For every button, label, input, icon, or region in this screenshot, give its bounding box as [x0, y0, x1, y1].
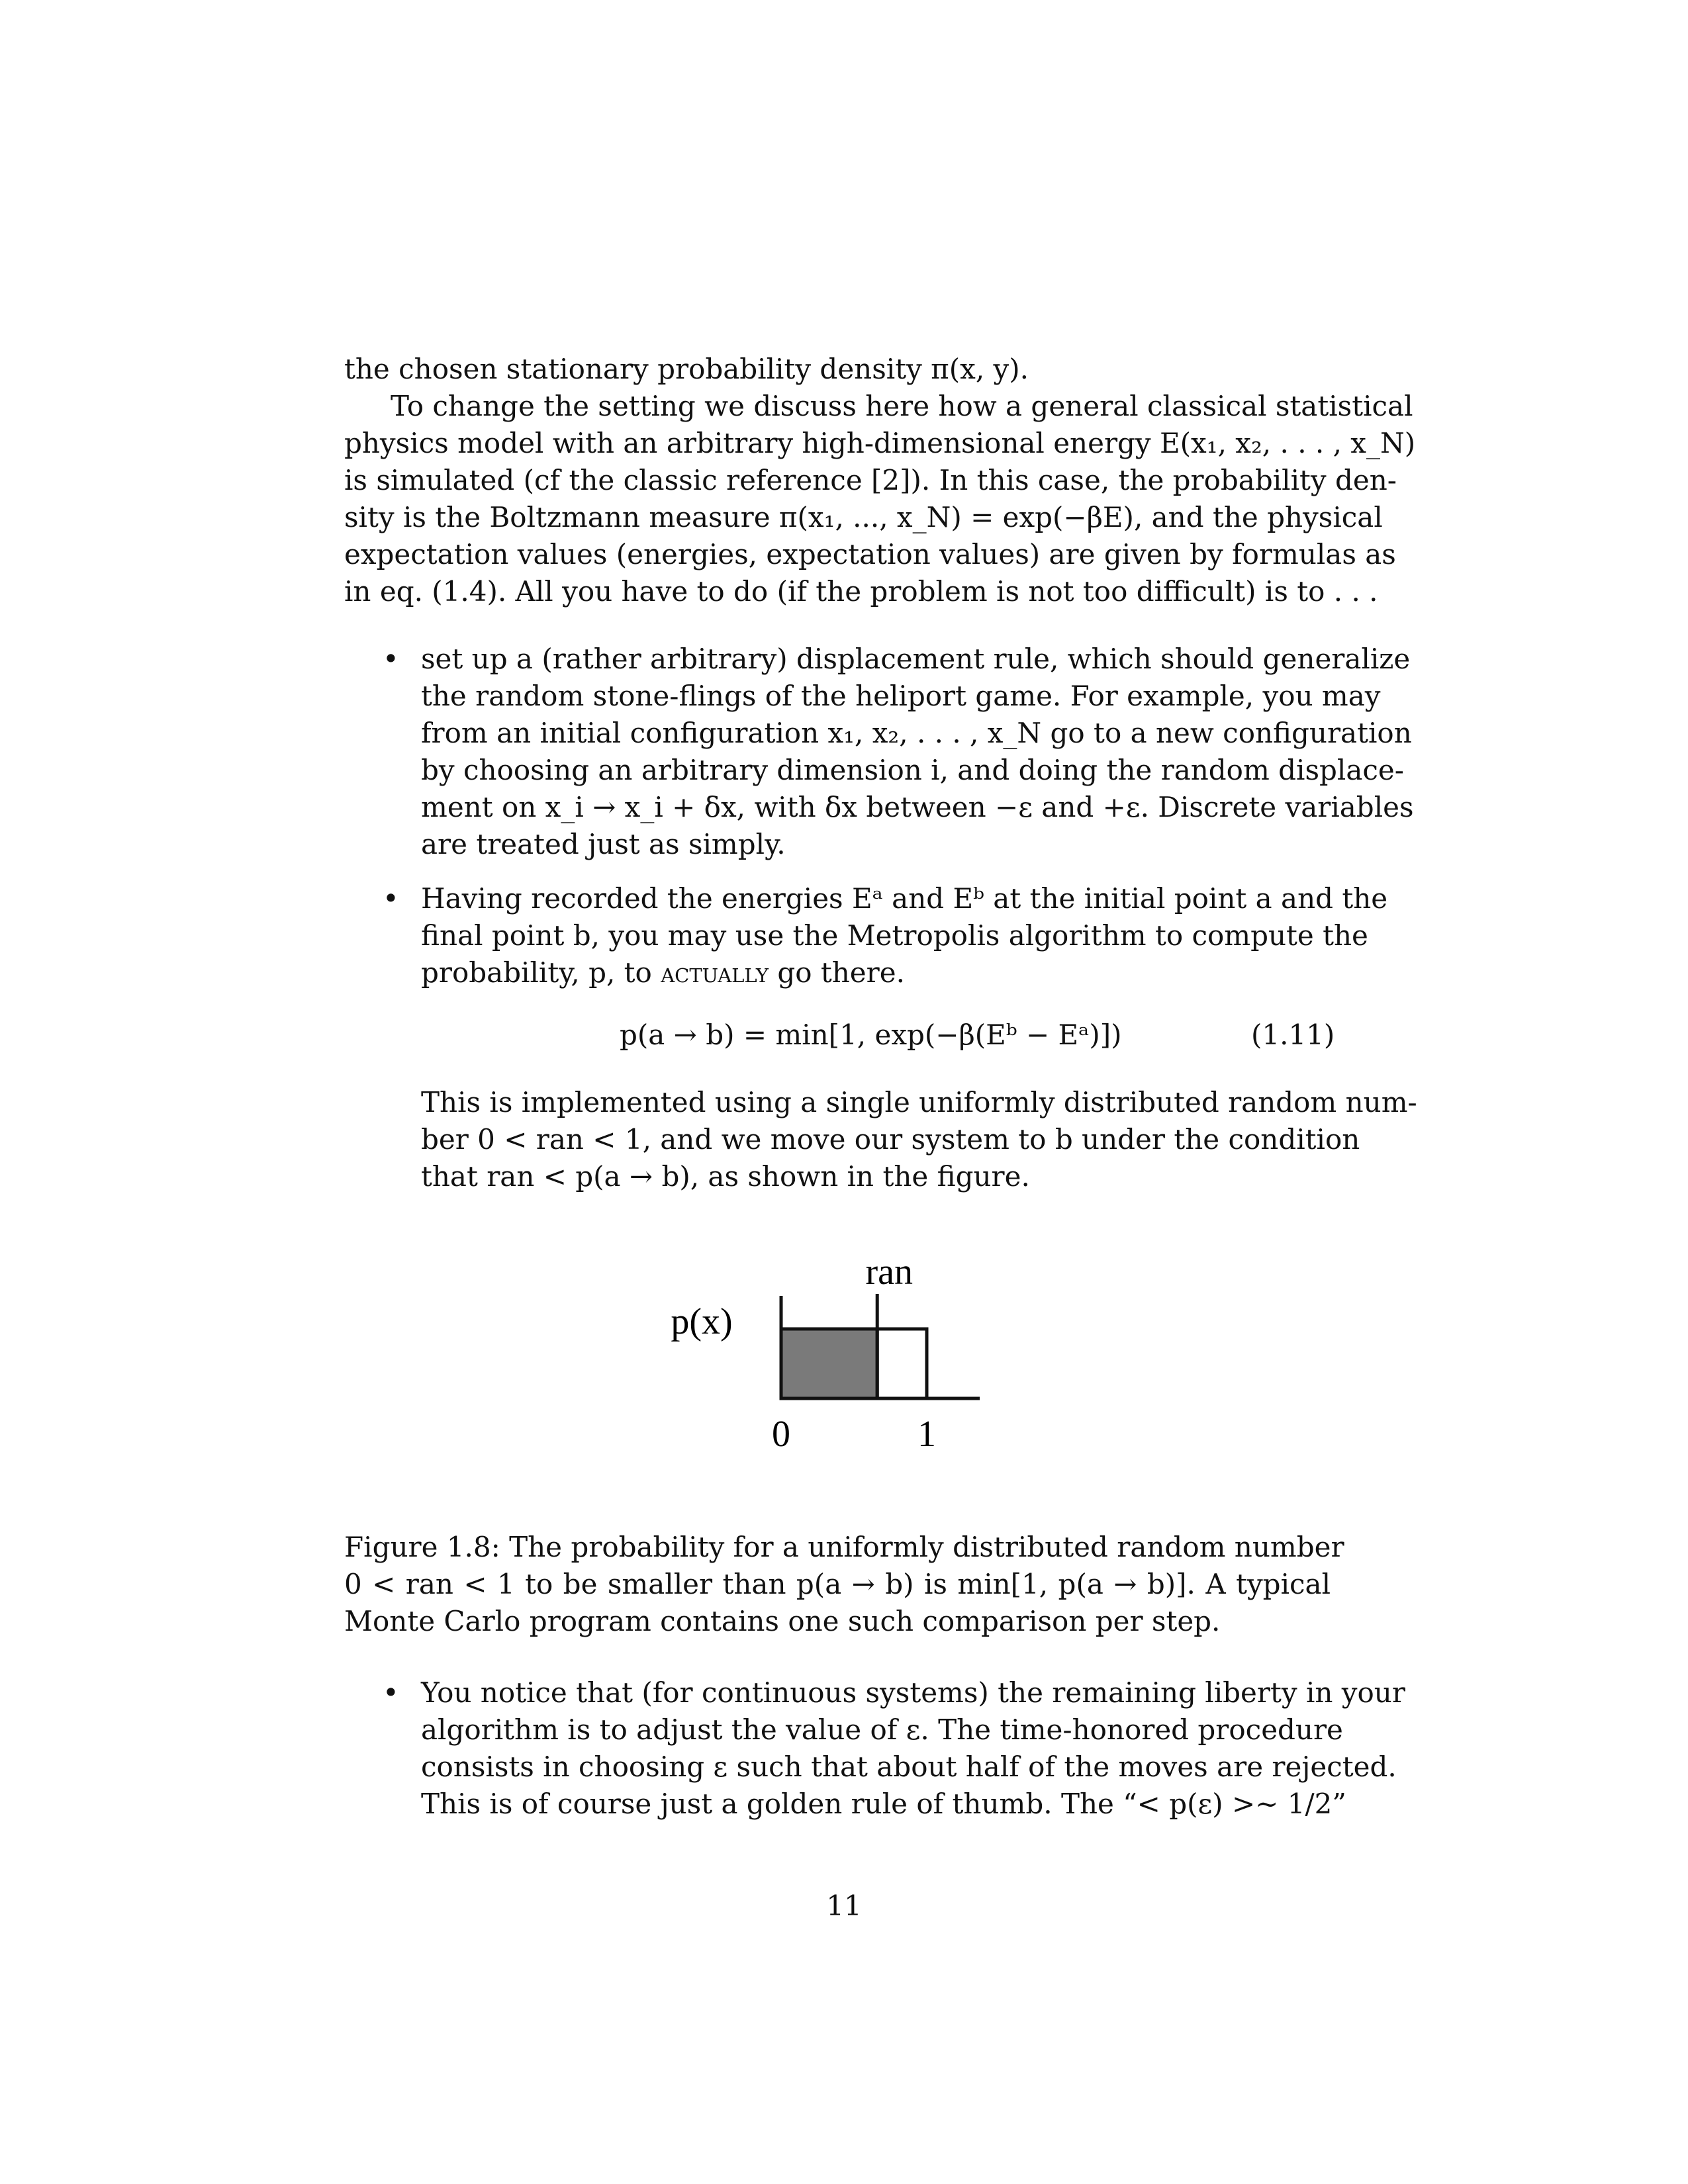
paragraph-line: is simulated (cf the classic reference [2]). In this case, the probability den- — [344, 464, 1397, 496]
bullet-item-metropolis — [421, 880, 1388, 991]
caption-line: Monte Carlo program contains one such comparison per step. — [344, 1605, 1221, 1637]
equation-number: (1.11) — [1251, 1019, 1335, 1051]
px-label: p(x) — [671, 1301, 733, 1342]
figure-caption — [344, 1529, 1344, 1640]
text-fragment: probability, p, to — [421, 956, 661, 989]
bullet-line: set up a (rather arbitrary) displacement rule, which should generalize — [421, 643, 1411, 675]
accepted-region — [781, 1329, 877, 1398]
paragraph-line: the chosen stationary probability density π(x, y). — [344, 353, 1029, 385]
figure-1-8 — [662, 1244, 1006, 1496]
bullet-line: final point b, you may use the Metropolis algorithm to compute the — [421, 919, 1368, 952]
bullet-marker: • — [383, 882, 399, 915]
bullet-line: consists in choosing ε such that about half of the moves are rejected. — [421, 1751, 1397, 1783]
bullet-line: by choosing an arbitrary dimension i, and doing the random displace- — [421, 754, 1404, 786]
bullet-line: This is of course just a golden rule of thumb. The “< p(ε) >∼ 1/2” — [421, 1788, 1346, 1820]
ran-label: ran — [865, 1251, 913, 1293]
bullet-line: ber 0 < ran < 1, and we move our system to b under the condition — [421, 1123, 1360, 1156]
bullet-line: the random stone-flings of the heliport game. For example, you may — [421, 680, 1381, 712]
bullet-line: that ran < p(a → b), as shown in the figure. — [421, 1160, 1030, 1193]
bullet-line: are treated just as simply. — [421, 828, 786, 860]
bullet-item-displacement — [421, 641, 1414, 863]
bullet-line: from an initial configuration x₁, x₂, . . . , x_N go to a new configuration — [421, 717, 1412, 749]
caption-line: Figure 1.8: The probability for a uniformly distributed random number — [344, 1531, 1344, 1563]
equation-1-11: p(a → b) = min[1, exp(−β(Eᵇ − Eᵃ)]) — [620, 1019, 1122, 1051]
bullet-marker: • — [383, 643, 399, 675]
small-caps-word: actually — [661, 956, 769, 989]
paragraph-line: physics model with an arbitrary high-dimensional energy E(x₁, x₂, . . . , x_N) — [344, 427, 1416, 459]
paragraph-line: To change the setting we discuss here how a general classical statistical — [391, 390, 1413, 422]
bullet-line: Having recorded the energies Eᵃ and Eᵇ at the initial point a and the — [421, 882, 1388, 915]
paragraph-line: in eq. (1.4). All you have to do (if the problem is not too difficult) is to . . . — [344, 575, 1378, 608]
paragraph-line: sity is the Boltzmann measure π(x₁, ..., x_N) = exp(−βE), and the physical — [344, 501, 1383, 533]
paragraph-line: expectation values (energies, expectation values) are given by formulas as — [344, 538, 1396, 570]
bullet-item-epsilon — [421, 1674, 1405, 1823]
top-paragraph — [344, 351, 1416, 610]
tick-label-one: 1 — [917, 1414, 936, 1455]
text-fragment: go there. — [768, 956, 905, 989]
bullet-line: You notice that (for continuous systems) the remaining liberty in your — [421, 1676, 1405, 1709]
bullet-line: ment on x_i → x_i + δx, with δx between −ε and +ε. Discrete variables — [421, 791, 1414, 823]
bullet-marker: • — [383, 1676, 399, 1709]
bullet-line: This is implemented using a single uniformly distributed random num- — [421, 1086, 1417, 1118]
tick-label-zero: 0 — [772, 1414, 790, 1455]
bullet-continuation — [421, 1084, 1417, 1195]
page-number: 11 — [826, 1889, 862, 1922]
bullet-line — [421, 954, 1331, 991]
bullet-line: algorithm is to adjust the value of ε. The time-honored procedure — [421, 1713, 1343, 1746]
caption-line: 0 < ran < 1 to be smaller than p(a → b) is min[1, p(a → b)]. A typical — [344, 1568, 1331, 1600]
